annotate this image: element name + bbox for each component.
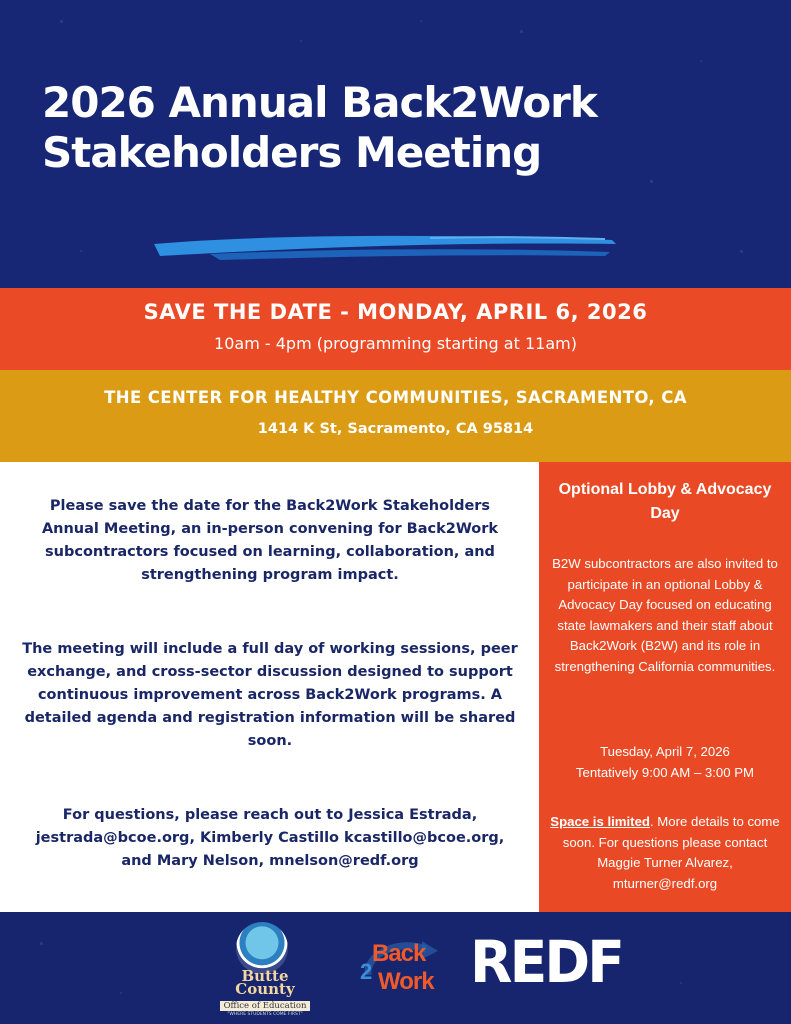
redf-logo: REDF (470, 928, 623, 996)
butte-office-label: Office of Education (220, 1001, 310, 1011)
title-line-1: 2026 Annual Back2Work (42, 78, 597, 127)
butte-name (220, 967, 310, 998)
b2w-two-text: 2 (360, 959, 373, 984)
brush-stroke (150, 230, 620, 264)
save-the-date-band (0, 288, 791, 370)
lobby-day-time: Tentatively 9:00 AM – 3:00 PM (575, 764, 755, 780)
title-line-2: Stakeholders Meeting (42, 127, 542, 177)
sidebar-heading: Optional Lobby & Advocacy Day (558, 481, 772, 522)
venue-band (0, 370, 791, 462)
lobby-day-schedule (549, 742, 781, 783)
butte-name-line1: Butte (241, 967, 289, 985)
sidebar-contact-text: . More details to come soon. For questions please contact Maggie Turner Alvarez, mturner@redf.org (562, 814, 780, 891)
intro-paragraph: Please save the date for the Back2Work Stakeholders Annual Meeting, an in-person convening for Back2Work subcontractors focused on learning, collaboration, and strengthening program impact. (41, 498, 499, 583)
main-content (0, 462, 539, 912)
save-the-date-heading: SAVE THE DATE - MONDAY, APRIL 6, 2026 (143, 300, 648, 324)
butte-name-line2: County (235, 980, 295, 998)
back2work-logo (360, 935, 450, 1005)
sidebar-contact (549, 812, 781, 894)
b2w-back-text: Back (372, 940, 426, 967)
contact-paragraph: For questions, please reach out to Jessica Estrada, jestrada@bcoe.org, Kimberly Castillo kcastillo@bcoe.org, and Mary Nelson, mnelson@redf.org (35, 807, 505, 869)
sidebar-description: B2W subcontractors are also invited to participate in an optional Lobby & Advocacy Day focused on educating state lawmakers and their staff about Back2Work (B2W) and its role in strengthening California communities. (552, 556, 778, 674)
header-banner (0, 0, 791, 288)
details-paragraph: The meeting will include a full day of working sessions, peer exchange, and cross-sector discussion designed to support continuous improvement across Back2Work programs. A detailed agenda and registration information will be shared soon. (22, 641, 518, 749)
space-limited-label: Space is limited (550, 814, 650, 829)
butte-county-logo (220, 922, 310, 1017)
page-title (42, 78, 742, 177)
venue-name: THE CENTER FOR HEALTHY COMMUNITIES, SACRAMENTO, CA (104, 388, 687, 407)
lobby-day-sidebar (539, 462, 791, 912)
event-time: 10am - 4pm (programming starting at 11am) (214, 334, 577, 353)
b2w-work-text: Work (378, 968, 434, 995)
venue-address: 1414 K St, Sacramento, CA 95814 (257, 421, 534, 437)
lobby-day-date: Tuesday, April 7, 2026 (600, 744, 730, 759)
butte-tagline: "WHERE STUDENTS COME FIRST" (227, 1012, 303, 1017)
